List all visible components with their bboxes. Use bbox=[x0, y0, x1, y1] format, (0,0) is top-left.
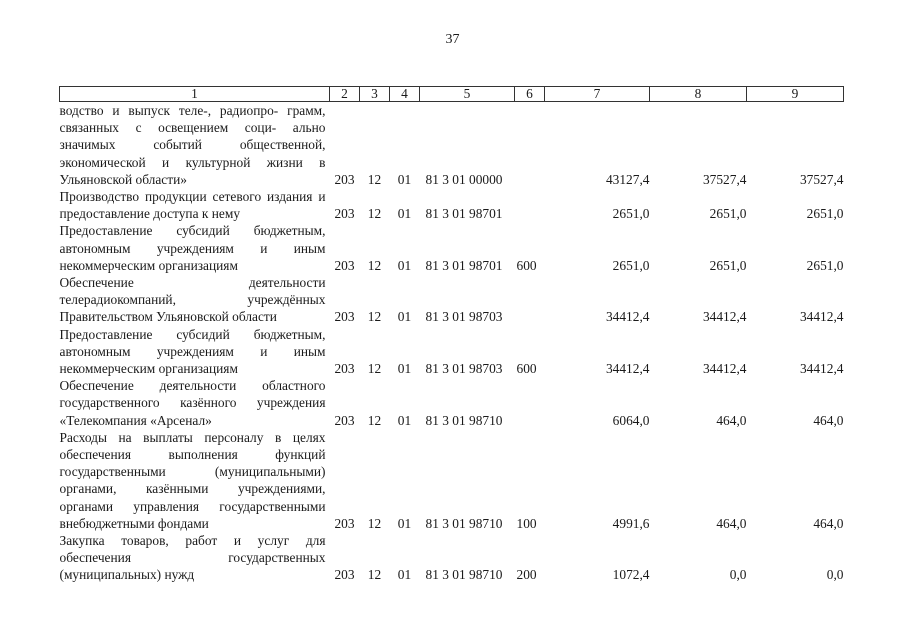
row-code-gp: 203 bbox=[334, 206, 355, 222]
row-code-type bbox=[515, 102, 545, 189]
row-description: водство и выпуск теле-, радиопро- грамм, связанных с освещением соци- ально значимых событий общественной, экономической и культурной жизни в Ульяновской области» bbox=[59, 103, 326, 187]
row-code-section: 12 bbox=[367, 309, 382, 325]
row-code-type: 600 bbox=[516, 361, 537, 377]
row-code-target: 81 3 01 98710 bbox=[425, 515, 503, 531]
row-description: Закупка товаров, работ и услуг для обеспечения государственных (муниципальных) нужд bbox=[59, 533, 326, 583]
row-code-subsection: 01 bbox=[397, 567, 412, 583]
row-amount-9: 2651,0 bbox=[806, 206, 844, 222]
row-amount-7: 43127,4 bbox=[605, 171, 650, 187]
table-row bbox=[60, 326, 844, 378]
row-code-gp: 203 bbox=[334, 309, 355, 325]
row-amount-7: 2651,0 bbox=[612, 206, 650, 222]
row-code-subsection: 01 bbox=[397, 412, 412, 428]
row-code-section: 12 bbox=[367, 567, 382, 583]
row-amount-8: 34412,4 bbox=[702, 309, 747, 325]
header-cell-7: 7 bbox=[545, 87, 650, 102]
row-code-subsection: 01 bbox=[397, 257, 412, 273]
table-row bbox=[60, 377, 844, 429]
row-amount-9: 464,0 bbox=[813, 515, 844, 531]
row-code-gp: 203 bbox=[334, 361, 355, 377]
table-row bbox=[60, 222, 844, 274]
row-code-target: 81 3 01 98701 bbox=[425, 206, 503, 222]
row-code-type bbox=[515, 188, 545, 222]
row-code-section: 12 bbox=[367, 412, 382, 428]
header-cell-5: 5 bbox=[420, 87, 515, 102]
row-amount-8: 464,0 bbox=[716, 515, 747, 531]
table-row bbox=[60, 532, 844, 584]
row-code-target: 81 3 01 98703 bbox=[425, 361, 503, 377]
header-cell-4: 4 bbox=[390, 87, 420, 102]
row-code-type bbox=[515, 274, 545, 326]
row-code-section: 12 bbox=[367, 171, 382, 187]
row-code-gp: 203 bbox=[334, 567, 355, 583]
row-description: Расходы на выплаты персоналу в целях обеспечения выполнения функций государственными (муниципальными) органами, казёнными учреждениями, органами управления государственными внебюджетными фондами bbox=[59, 429, 326, 531]
row-amount-9: 2651,0 bbox=[806, 257, 844, 273]
row-amount-8: 0,0 bbox=[729, 567, 747, 583]
row-description: Обеспечение деятельности телерадиокомпаний, учреждённых Правительством Ульяновской области bbox=[59, 275, 326, 325]
header-cell-2: 2 bbox=[330, 87, 360, 102]
row-code-subsection: 01 bbox=[397, 206, 412, 222]
row-amount-7: 34412,4 bbox=[605, 309, 650, 325]
row-amount-9: 464,0 bbox=[813, 412, 844, 428]
row-amount-7: 6064,0 bbox=[612, 412, 650, 428]
row-code-type: 600 bbox=[516, 257, 537, 273]
header-cell-1: 1 bbox=[60, 87, 330, 102]
table-row bbox=[60, 274, 844, 326]
row-amount-8: 34412,4 bbox=[702, 361, 747, 377]
row-code-target: 81 3 01 98703 bbox=[425, 309, 503, 325]
row-code-subsection: 01 bbox=[397, 515, 412, 531]
header-cell-9: 9 bbox=[747, 87, 844, 102]
row-code-type: 100 bbox=[516, 515, 537, 531]
row-code-gp: 203 bbox=[334, 412, 355, 428]
row-description: Предоставление субсидий бюджетным, автономным учреждениям и иным некоммерческим организациям bbox=[59, 326, 326, 377]
row-amount-8: 464,0 bbox=[716, 412, 747, 428]
budget-table bbox=[59, 86, 844, 584]
row-code-target: 81 3 01 00000 bbox=[425, 171, 503, 187]
row-amount-8: 37527,4 bbox=[702, 171, 747, 187]
row-code-section: 12 bbox=[367, 206, 382, 222]
row-code-subsection: 01 bbox=[397, 171, 412, 187]
header-cell-3: 3 bbox=[360, 87, 390, 102]
header-cell-6: 6 bbox=[515, 87, 545, 102]
row-amount-8: 2651,0 bbox=[709, 257, 747, 273]
row-code-target: 81 3 01 98710 bbox=[425, 567, 503, 583]
header-row bbox=[60, 87, 844, 102]
table-row bbox=[60, 429, 844, 532]
row-amount-7: 2651,0 bbox=[612, 257, 650, 273]
row-amount-9: 34412,4 bbox=[799, 361, 844, 377]
row-description: Предоставление субсидий бюджетным, автономным учреждениям и иным некоммерческим организациям bbox=[59, 223, 326, 273]
row-amount-7: 1072,4 bbox=[612, 567, 650, 583]
row-code-section: 12 bbox=[367, 257, 382, 273]
row-amount-7: 4991,6 bbox=[612, 515, 650, 531]
row-code-section: 12 bbox=[367, 361, 382, 377]
table-body bbox=[60, 102, 844, 584]
row-code-gp: 203 bbox=[334, 171, 355, 187]
row-amount-7: 34412,4 bbox=[605, 361, 650, 377]
table-row bbox=[60, 102, 844, 189]
row-code-gp: 203 bbox=[334, 515, 355, 531]
row-description: Обеспечение деятельности областного государственного казённого учреждения «Телекомпания «Арсенал» bbox=[59, 378, 326, 428]
row-code-type bbox=[515, 377, 545, 429]
row-amount-8: 2651,0 bbox=[709, 206, 747, 222]
header-cell-8: 8 bbox=[650, 87, 747, 102]
row-code-subsection: 01 bbox=[397, 309, 412, 325]
row-code-subsection: 01 bbox=[397, 361, 412, 377]
row-amount-9: 0,0 bbox=[826, 567, 844, 583]
row-amount-9: 37527,4 bbox=[799, 171, 844, 187]
row-code-target: 81 3 01 98701 bbox=[425, 257, 503, 273]
row-code-type: 200 bbox=[516, 567, 537, 583]
row-code-section: 12 bbox=[367, 515, 382, 531]
table-header bbox=[60, 87, 844, 102]
row-amount-9: 34412,4 bbox=[799, 309, 844, 325]
page-number: 37 bbox=[445, 32, 460, 47]
row-description: Производство продукции сетевого издания и предоставление доступа к нему bbox=[59, 189, 326, 222]
row-code-gp: 203 bbox=[334, 257, 355, 273]
row-code-target: 81 3 01 98710 bbox=[425, 412, 503, 428]
table-row bbox=[60, 188, 844, 222]
